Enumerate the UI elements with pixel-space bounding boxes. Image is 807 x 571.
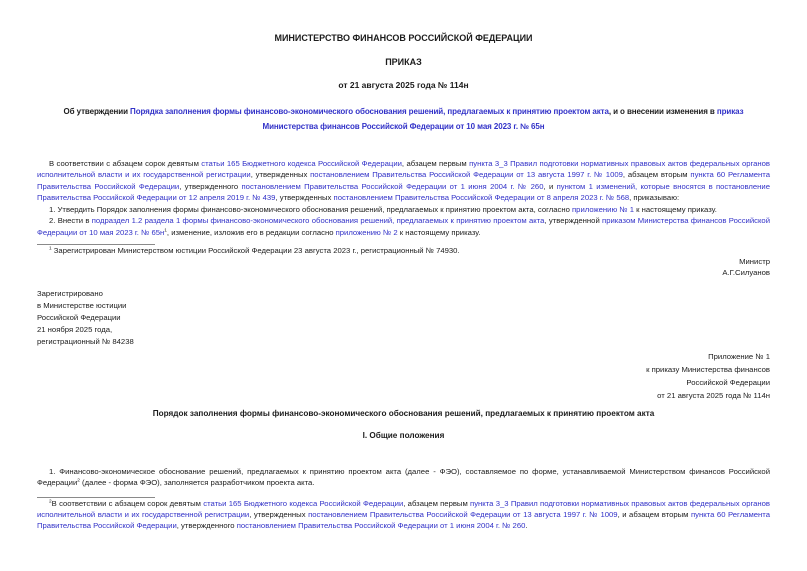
- doc-link[interactable]: статьи 165 Бюджетного кодекса Российской Федерации: [203, 498, 404, 508]
- doc-link[interactable]: приказом Министерства финансов Российской Федерации от 10 мая 2023 г. № 65н: [37, 216, 770, 237]
- doc-text-run: , и абзацем вторым: [617, 509, 691, 519]
- doc-text-run: , и о внесении изменения в: [608, 106, 717, 116]
- appendix-line: Приложение № 1: [708, 352, 770, 361]
- doc-text-run: , изменение, изложив его в редакции согласно: [166, 227, 336, 237]
- doc-link[interactable]: постановлением Правительства Российской Федерации от 13 августа 1997 г. № 1009: [308, 509, 618, 519]
- doc-text-run: , утвержденного: [179, 181, 242, 191]
- doc-text-run: , и: [543, 181, 557, 191]
- doc-text-run: к настоящему приказу.: [397, 227, 481, 237]
- registration-block: [37, 288, 770, 348]
- doc-text-run: 1. Финансово-экономическое обоснование решений, предлагаемых к принятию проектом акта (далее - ФЭО), составляемое по форме, устанавливаемой Министерством финансов Российской Федерации: [37, 466, 770, 487]
- doc-link[interactable]: Порядка заполнения формы финансово-экономического обоснования решений, предлагаемых к принятию проектом акта: [130, 106, 609, 116]
- doc-link[interactable]: приложению № 1: [572, 204, 635, 214]
- preamble-paragraph: [37, 158, 770, 204]
- doc-text-run: .: [525, 520, 528, 530]
- doc-text-run: , утвержденной: [544, 216, 603, 225]
- doc-link[interactable]: пункта 60 Регламента Правительства Российской Федерации: [37, 170, 770, 191]
- doc-link[interactable]: постановлением Правительства Российской Федерации от 1 июня 2004 г. № 260: [236, 520, 526, 530]
- footnote-2-block: [37, 497, 770, 531]
- doc-link[interactable]: пункта 3_3 Правил подготовки нормативных правовых актов федеральных органов исполнительной власти и их государственной регистрации: [37, 158, 771, 179]
- doc-text-run: к настоящему приказу.: [634, 204, 717, 214]
- doc-text-run: , абзацем вторым: [622, 170, 691, 179]
- registration-line: 21 ноября 2025 года,: [37, 325, 113, 334]
- doc-text-run: В соответствии с абзацем сорок девятым: [49, 158, 202, 168]
- doc-link[interactable]: подраздел 1.2 раздела 1 формы финансово-экономического обоснования решений, предлагаемых к принятию проектом акта: [91, 216, 545, 225]
- footnote-marker: 2: [77, 478, 80, 484]
- doc-link[interactable]: постановлением Правительства Российской Федерации от 13 августа 1997 г. № 1009: [310, 170, 623, 179]
- doc-link[interactable]: пункта 60 Регламента Правительства Российской Федерации: [37, 509, 770, 530]
- doc-text-run: , утвержденных: [275, 193, 334, 202]
- doc-text-run: , абзацем первым: [401, 158, 470, 168]
- order-item-2: [37, 215, 770, 238]
- annex-title: Порядок заполнения формы финансово-экономического обоснования решений, предлагаемых к принятию проектом акта: [152, 409, 655, 418]
- appendix-line: Российской Федерации: [686, 378, 770, 387]
- footnote-2: [37, 498, 770, 531]
- minister-name: А.Г.Силуанов: [722, 268, 770, 277]
- doc-text-run: Об утверждении: [63, 106, 131, 116]
- registration-line: Зарегистрировано: [37, 289, 103, 298]
- doc-type: ПРИКАЗ: [385, 56, 422, 67]
- appendix-line: от 21 августа 2025 года № 114н: [657, 391, 770, 400]
- doc-text-run: , утвержденных: [249, 509, 309, 519]
- doc-title: [37, 104, 770, 134]
- appendix-block: [37, 350, 770, 402]
- doc-link[interactable]: приказ Министерства финансов Российской Федерации от 10 мая 2023 г. № 65н: [262, 106, 744, 131]
- footnote-1: [37, 245, 770, 256]
- doc-link[interactable]: статьи 165 Бюджетного кодекса Российской Федерации: [201, 158, 402, 168]
- doc-date: от 21 августа 2025 года № 114н: [338, 80, 469, 90]
- doc-text-run: 2. Внести в: [49, 216, 92, 225]
- doc-text-run: , абзацем первым: [403, 498, 471, 508]
- doc-link[interactable]: постановлением Правительства Российской Федерации от 8 апреля 2023 г. № 568: [333, 193, 630, 202]
- signature-block: [37, 256, 770, 278]
- doc-text-run: 1. Утвердить Порядок заполнения формы финансово-экономического обоснования решений, предлагаемых к принятию проектом акта, согласно: [49, 204, 573, 214]
- footnote-1-block: [37, 244, 770, 256]
- doc-link[interactable]: пункта 3_3 Правил подготовки нормативных правовых актов федеральных органов исполнительной власти и их государственной регистрации: [37, 498, 770, 519]
- footnote-marker: 1: [164, 227, 167, 233]
- registration-line: регистрационный № 84238: [37, 337, 134, 346]
- ministry-name: МИНИСТЕРСТВО ФИНАНСОВ РОССИЙСКОЙ ФЕДЕРАЦИИ: [274, 33, 533, 43]
- registration-line: Российской Федерации: [37, 313, 121, 322]
- section-heading: I. Общие положения: [362, 431, 445, 440]
- footnote-marker: 1: [49, 246, 52, 252]
- doc-link[interactable]: постановлением Правительства Российской Федерации от 1 июня 2004 г. № 260: [241, 181, 544, 191]
- footnote-marker: 2: [49, 498, 52, 504]
- appendix-line: к приказу Министерства финансов: [646, 365, 770, 374]
- doc-link[interactable]: приложению № 2: [335, 227, 398, 237]
- doc-link[interactable]: пунктом 1 изменений, которые вносятся в постановление Правительства Российской Федерации от 12 апреля 2019 г. № 439: [37, 181, 770, 202]
- doc-text-run: В соответствии с абзацем сорок девятым: [51, 498, 204, 508]
- doc-text-run: (далее - форма ФЭО), заполняется разработчиком проекта акта.: [79, 478, 315, 487]
- order-item-1: [37, 204, 770, 216]
- registration-line: в Министерстве юстиции: [37, 301, 127, 310]
- doc-text-run: Зарегистрирован Министерством юстиции Российской Федерации 23 августа 2023 г., регистрационный № 74930.: [51, 246, 460, 255]
- doc-text-run: , утвержденных: [250, 170, 311, 179]
- doc-text-run: , утвержденного: [176, 520, 237, 530]
- section-paragraph-1: [37, 466, 770, 489]
- minister-title: Министр: [739, 257, 770, 266]
- doc-text-run: , приказываю:: [629, 193, 680, 202]
